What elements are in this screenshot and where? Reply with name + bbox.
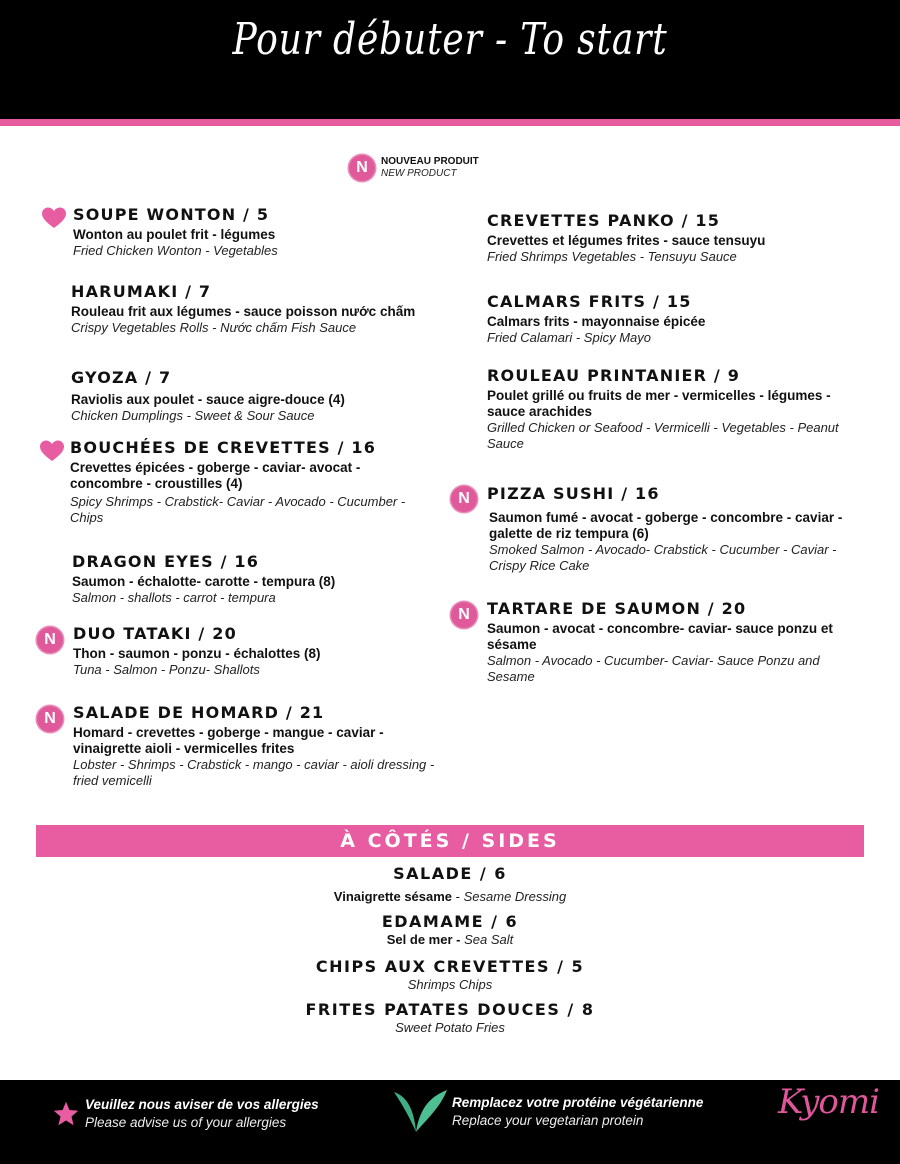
side-desc: [0, 977, 900, 993]
menu-item-harumaki: [71, 282, 431, 336]
item-desc-fr: Saumon - échalotte- carotte - tempura (8): [72, 574, 336, 589]
item-title: SOUPE WONTON / 5: [73, 205, 270, 224]
item-title: HARUMAKI / 7: [71, 282, 212, 301]
item-desc-fr: Crevettes et légumes frites - sauce tensuyu: [487, 233, 766, 248]
header-banner: [0, 0, 900, 119]
side-item-chips-crevettes: [0, 957, 900, 993]
heart-icon: [40, 440, 64, 462]
side-desc: [0, 889, 900, 905]
item-desc-en: Spicy Shrimps - Crabstick- Caviar - Avocado - Cucumber - Chips: [70, 494, 406, 525]
item-title: CREVETTES PANKO / 15: [487, 211, 721, 230]
veg-text-en: Replace your vegetarian protein: [452, 1113, 644, 1128]
side-desc-en: Shrimps Chips: [407, 977, 493, 992]
new-badge-icon: N: [349, 155, 375, 181]
leaf-icon: [392, 1088, 448, 1136]
side-desc-fr: Sel de mer: [386, 932, 453, 947]
new-badge-icon: N: [451, 486, 477, 512]
menu-item-gyoza: [71, 368, 441, 424]
menu-item-calmars-frits: [487, 292, 867, 346]
side-title: EDAMAME / 6: [381, 912, 519, 931]
item-desc-en: Fried Calamari - Spicy Mayo: [487, 330, 651, 345]
side-desc-en: Sesame Dressing: [463, 889, 567, 904]
star-icon: [52, 1100, 80, 1128]
new-badge-icon: N: [37, 706, 63, 732]
veg-text-fr: Remplacez votre protéine végétarienne: [452, 1095, 704, 1110]
item-desc-fr: Poulet grillé ou fruits de mer - vermicelles - légumes - sauce arachides: [487, 388, 831, 419]
side-desc-en: Sea Salt: [464, 932, 514, 947]
item-title: BOUCHÉES DE CREVETTES / 16: [70, 438, 377, 457]
new-badge-icon: N: [451, 602, 477, 628]
item-desc-en: Crispy Vegetables Rolls - Nước chấm Fish Sauce: [71, 320, 357, 335]
menu-item-dragon-eyes: [72, 552, 442, 606]
item-desc-en: Fried Shrimps Vegetables - Tensuyu Sauce: [487, 249, 737, 264]
side-desc: [0, 932, 900, 948]
side-desc-sep: -: [452, 932, 465, 947]
new-badge-icon: N: [37, 627, 63, 653]
item-desc-en: Chicken Dumplings - Sweet & Sour Sauce: [71, 408, 315, 423]
item-desc-fr: Saumon fumé - avocat - goberge - concombre - caviar - galette de riz tempura (6): [489, 510, 843, 541]
menu-item-tartare-saumon: [458, 599, 862, 685]
side-desc-en: Sweet Potato Fries: [395, 1020, 505, 1035]
side-desc-sep: -: [452, 889, 464, 904]
legend-label-fr: NOUVEAU PRODUIT: [381, 156, 479, 167]
accent-stripe: [0, 119, 900, 126]
item-title: CALMARS FRITS / 15: [487, 292, 692, 311]
side-title: FRITES PATATES DOUCES / 8: [305, 1000, 595, 1019]
item-desc-fr: Saumon - avocat - concombre- caviar- sauce ponzu et sésame: [487, 621, 833, 652]
menu-item-salade-homard: [44, 703, 448, 789]
menu-item-crevettes-panko: [487, 211, 867, 265]
side-desc: [0, 1020, 900, 1036]
vegetarian-notice: [392, 1088, 703, 1136]
side-desc-fr: Vinaigrette sésame: [333, 889, 453, 904]
item-title: DUO TATAKI / 20: [73, 624, 237, 643]
allergy-notice: [52, 1096, 319, 1132]
item-desc-en: Grilled Chicken or Seafood - Vermicelli - Vegetables - Peanut Sauce: [487, 420, 839, 451]
item-desc-en: Fried Chicken Wonton - Vegetables: [73, 243, 278, 258]
side-item-salade: [0, 864, 900, 905]
item-title: ROULEAU PRINTANIER / 9: [487, 366, 741, 385]
kyomi-logo: Kyomi: [778, 1082, 880, 1122]
allergy-text-fr: Veuillez nous aviser de vos allergies: [85, 1097, 319, 1112]
item-desc-fr: Thon - saumon - ponzu - échalottes (8): [73, 646, 321, 661]
sides-heading: À CÔTÉS / SIDES: [36, 825, 864, 857]
item-desc-fr: Crevettes épicées - goberge - caviar- avocat - concombre - croustilles (4): [70, 460, 361, 491]
side-title: SALADE / 6: [393, 864, 507, 883]
item-title: SALADE DE HOMARD / 21: [73, 703, 325, 722]
item-title: PIZZA SUSHI / 16: [487, 484, 660, 503]
legend-label-en: NEW PRODUCT: [381, 168, 457, 179]
allergy-text-en: Please advise us of your allergies: [85, 1115, 287, 1130]
item-desc-fr: Raviolis aux poulet - sauce aigre-douce (4): [71, 392, 345, 407]
menu-item-bouchees-crevettes: [70, 438, 430, 526]
item-desc-en: Tuna - Salmon - Ponzu- Shallots: [73, 662, 260, 677]
item-title: GYOZA / 7: [71, 368, 172, 387]
item-title: DRAGON EYES / 16: [72, 552, 260, 571]
item-desc-fr: Wonton au poulet frit - légumes: [73, 227, 276, 242]
menu-item-pizza-sushi: [458, 484, 862, 574]
item-desc-fr: Calmars frits - mayonnaise épicée: [487, 314, 706, 329]
item-desc-fr: Homard - crevettes - goberge - mangue - caviar - vinaigrette aioli - vermicelles frites: [73, 725, 384, 756]
menu-item-rouleau-printanier: [487, 366, 847, 452]
item-desc-en: Salmon - shallots - carrot - tempura: [72, 590, 276, 605]
page-title: Pour débuter - To start: [232, 14, 668, 65]
heart-icon: [42, 207, 66, 229]
item-desc-en: Lobster - Shrimps - Crabstick - mango - caviar - aioli dressing - fried vemicelli: [73, 757, 435, 788]
item-desc-fr: Rouleau frit aux légumes - sauce poisson nước chấm: [71, 304, 416, 319]
menu-item-duo-tataki: [44, 624, 443, 678]
new-product-legend: [349, 155, 479, 181]
side-title: CHIPS AUX CREVETTES / 5: [315, 957, 585, 976]
item-desc-en: Smoked Salmon - Avocado- Crabstick - Cucumber - Caviar - Crispy Rice Cake: [489, 542, 837, 573]
footer: [0, 1080, 900, 1164]
item-title: TARTARE DE SAUMON / 20: [487, 599, 747, 618]
side-item-edamame: [0, 912, 900, 948]
menu-item-soupe-wonton: [73, 205, 443, 259]
side-item-frites-patates: [0, 1000, 900, 1036]
item-desc-en: Salmon - Avocado - Cucumber- Caviar- Sauce Ponzu and Sesame: [487, 653, 820, 684]
